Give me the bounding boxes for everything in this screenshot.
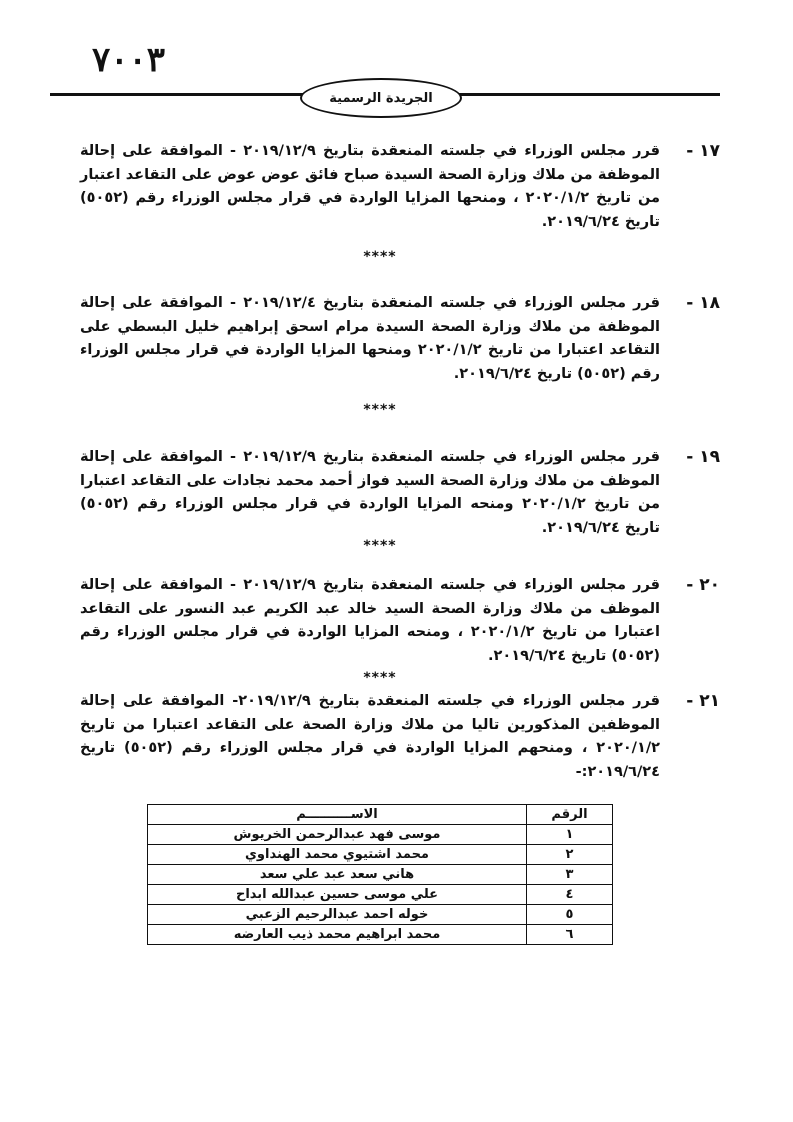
separator: **** [363,249,397,265]
employees-table [147,804,613,945]
decree-19 [80,446,720,540]
table-row [148,925,613,945]
decree-text: قرر مجلس الوزراء في جلسته المنعقدة بتاريخ ٢٠١٩/١٢/٩ - الموافقة على إحالة الموظفة من ملاك وزارة الصحة السيدة صباح فائق عوض عوض على التقاعد اعتبار من تاريخ ٢٠٢٠/١/٢ ، ومنحها المزايا الواردة في قرار مجلس الوزراء رقم (٥٠٥٢) تاريخ ٢٠١٩/٦/٢٤. [80,143,660,230]
decree-number: ١٧ - [686,141,720,161]
row-number: ٣ [527,865,613,885]
row-number: ٤ [527,885,613,905]
row-number: ٦ [527,925,613,945]
separator: **** [363,402,397,418]
decree-text: قرر مجلس الوزراء في جلسته المنعقدة بتاريخ ٢٠١٩/١٢/٩- الموافقة على إحالة الموظفين المذكورين تاليا من ملاك وزارة الصحة على التقاعد اعتبارا من تاريخ ٢٠٢٠/١/٢ ، ومنحهم المزايا الواردة في قرار مجلس الوزراء رقم (٥٠٥٢) تاريخ ٢٠١٩/٦/٢٤:- [80,693,660,780]
row-name: محمد ابراهيم محمد ذيب العارضه [148,925,527,945]
decree-number: ١٨ - [686,293,720,313]
gazette-title: الجريدة الرسمية [300,78,462,118]
row-name: خوله احمد عبدالرحيم الزعبي [148,905,527,925]
decree-number: ٢٠ - [686,575,720,595]
separator: **** [363,538,397,554]
decree-18 [80,292,720,386]
separator: **** [363,670,397,686]
decree-text: قرر مجلس الوزراء في جلسته المنعقدة بتاريخ ٢٠١٩/١٢/٩ - الموافقة على إحالة الموظف من ملاك وزارة الصحة السيد فواز أحمد محمد نجادات على التقاعد اعتبارا من تاريخ ٢٠٢٠/١/٢ ومنحه المزايا الواردة في قرار مجلس الوزراء رقم (٥٠٥٢) تاريخ ٢٠١٩/٦/٢٤. [80,449,660,536]
table-row [148,825,613,845]
decree-21 [80,690,720,784]
row-name: محمد اشتيوي محمد الهنداوي [148,845,527,865]
decree-20 [80,574,720,668]
row-number: ٢ [527,845,613,865]
row-name: هاني سعد عبد علي سعد [148,865,527,885]
row-name: موسى فهد عبدالرحمن الخريوش [148,825,527,845]
row-number: ٥ [527,905,613,925]
decree-text: قرر مجلس الوزراء في جلسته المنعقدة بتاريخ ٢٠١٩/١٢/٤ - الموافقة على إحالة الموظفة من ملاك وزارة الصحة السيدة مرام اسحق إبراهيم خليل البسطي على التقاعد اعتبارا من تاريخ ٢٠٢٠/١/٢ ومنحها المزايا الواردة في قرار مجلس الوزراء رقم (٥٠٥٢) تاريخ ٢٠١٩/٦/٢٤. [80,295,660,382]
table-row [148,865,613,885]
table-row [148,905,613,925]
table-row [148,845,613,865]
decree-number: ٢١ - [686,691,720,711]
row-number: ١ [527,825,613,845]
header-name: الاســــــــــم [148,805,527,825]
page-number: ٧٠٠٣ [92,40,166,80]
table-row [148,885,613,905]
decree-17 [80,140,720,234]
decree-number: ١٩ - [686,447,720,467]
decree-text: قرر مجلس الوزراء في جلسته المنعقدة بتاريخ ٢٠١٩/١٢/٩ - الموافقة على إحالة الموظف من ملاك وزارة الصحة السيد خالد عبد الكريم عبد النسور على التقاعد اعتبارا من تاريخ ٢٠٢٠/١/٢ ، ومنحه المزايا الواردة في قرار مجلس الوزراء رقم (٥٠٥٢) تاريخ ٢٠١٩/٦/٢٤. [80,577,660,664]
header-number: الرقم [527,805,613,825]
row-name: علي موسى حسين عبدالله ابداح [148,885,527,905]
table-header-row [148,805,613,825]
